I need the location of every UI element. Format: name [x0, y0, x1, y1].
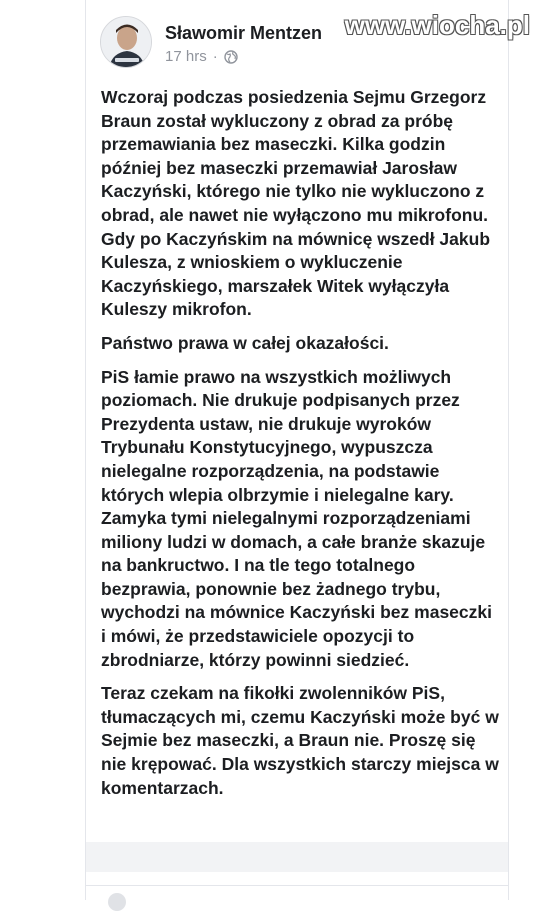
post-actions-bar[interactable]	[86, 842, 508, 872]
profile-photo	[101, 17, 152, 68]
post-paragraph: Państwo prawa w całej okazałości.	[101, 332, 389, 353]
post-card	[85, 0, 509, 900]
watermark: www.wiocha.pl	[344, 10, 530, 40]
meta-separator: ·	[212, 48, 218, 65]
globe-icon[interactable]	[224, 50, 238, 64]
reaction-icon[interactable]	[108, 893, 126, 911]
post-paragraph: PiS łamie prawo na wszystkich możliwych poziomach. Nie drukuje podpisanych przez Prezydenta ustaw, nie drukuje wyroków Trybunału Konstytucyjnego, wypuszcza nielegalne rozporządzenia, na podstawie których wlepia olbrzymie i nielegalne kary. Zamyka tymi nielegalnymi rozporządzeniami miliony ludzi w domach, a całe branże skazuje na bankructwo. I na tle tego totalnego bezprawia, ponownie bez żadnego trybu, wychodzi na mównice Kaczyński bez maseczki i mówi, że przedstawiciele opozycji to zbrodniarze, którzy powinni siedzieć.	[101, 366, 492, 670]
post-paragraph: Teraz czekam na fikołki zwolenników PiS, tłumaczących mi, czemu Kaczyński może być w Sejmie bez maseczki, a Braun nie. Proszę się nie krępować. Dla wszystkich starczy miejsca w komentarzach.	[101, 683, 499, 798]
avatar[interactable]	[100, 16, 152, 68]
post-body	[101, 86, 501, 810]
post-paragraph: Wczoraj podczas posiedzenia Sejmu Grzegorz Braun został wykluczony z obrad za próbę przemawiania bez maseczki. Kilka godzin później bez maseczki przemawiał Jarosław Kaczyński, którego nie tylko nie wykluczono z obrad, ale nawet nie wyłączono mu mikrofonu. Gdy po Kaczyńskim na mównicę wszedł Jakub Kulesza, z wnioskiem o wykluczenie Kaczyńskiego, marszałek Witek wyłączyła Kuleszy mikrofon.	[101, 87, 491, 320]
divider	[86, 885, 508, 886]
post-time[interactable]: 17 hrs	[165, 48, 207, 65]
post-meta	[165, 48, 238, 65]
author-name[interactable]: Sławomir Mentzen	[165, 23, 323, 43]
